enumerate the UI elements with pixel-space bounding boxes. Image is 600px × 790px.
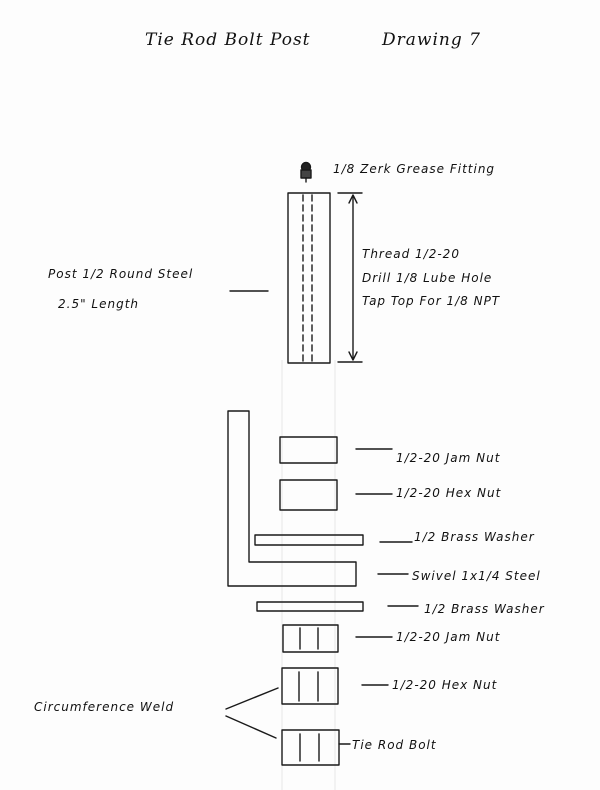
drill-label: Drill 1/8 Lube Hole <box>362 271 493 285</box>
drawing-number: Drawing 7 <box>382 30 481 50</box>
washer-top-label: 1/2 Brass Washer <box>414 530 535 544</box>
tie-rod-bolt <box>282 730 339 765</box>
zerk-label: 1/8 Zerk Grease Fitting <box>333 162 496 176</box>
thread-label: Thread 1/2-20 <box>362 247 460 261</box>
brass-washer-top <box>255 535 363 545</box>
jam-nut-bottom <box>283 625 338 652</box>
tap-label: Tap Top For 1/8 NPT <box>362 294 501 308</box>
hex-nut-top-label: 1/2-20 Hex Nut <box>396 486 502 500</box>
post-label-line2: 2.5" Length <box>58 297 140 311</box>
weld-leader-lower <box>226 716 276 738</box>
post-body <box>288 193 330 363</box>
thread-dimension-line <box>338 193 362 362</box>
weld-leader-upper <box>226 688 278 709</box>
hex-nut-top <box>280 480 337 510</box>
jam-nut-bottom-label: 1/2-20 Jam Nut <box>396 630 501 644</box>
hex-nut-bottom <box>282 668 338 704</box>
zerk-fitting-icon <box>301 163 311 183</box>
washer-bottom-label: 1/2 Brass Washer <box>424 602 545 616</box>
tie-rod-bolt-label: Tie Rod Bolt <box>352 738 437 752</box>
swivel-label: Swivel 1x1/4 Steel <box>412 569 541 583</box>
jam-nut-top <box>280 437 337 463</box>
jam-nut-top-label: 1/2-20 Jam Nut <box>396 451 501 465</box>
circumference-weld-label: Circumference Weld <box>34 700 175 714</box>
brass-washer-bottom <box>257 602 363 611</box>
post-label-line1: Post 1/2 Round Steel <box>48 267 194 281</box>
drawing-title: Tie Rod Bolt Post <box>145 30 311 50</box>
hex-nut-bottom-label: 1/2-20 Hex Nut <box>392 678 498 692</box>
